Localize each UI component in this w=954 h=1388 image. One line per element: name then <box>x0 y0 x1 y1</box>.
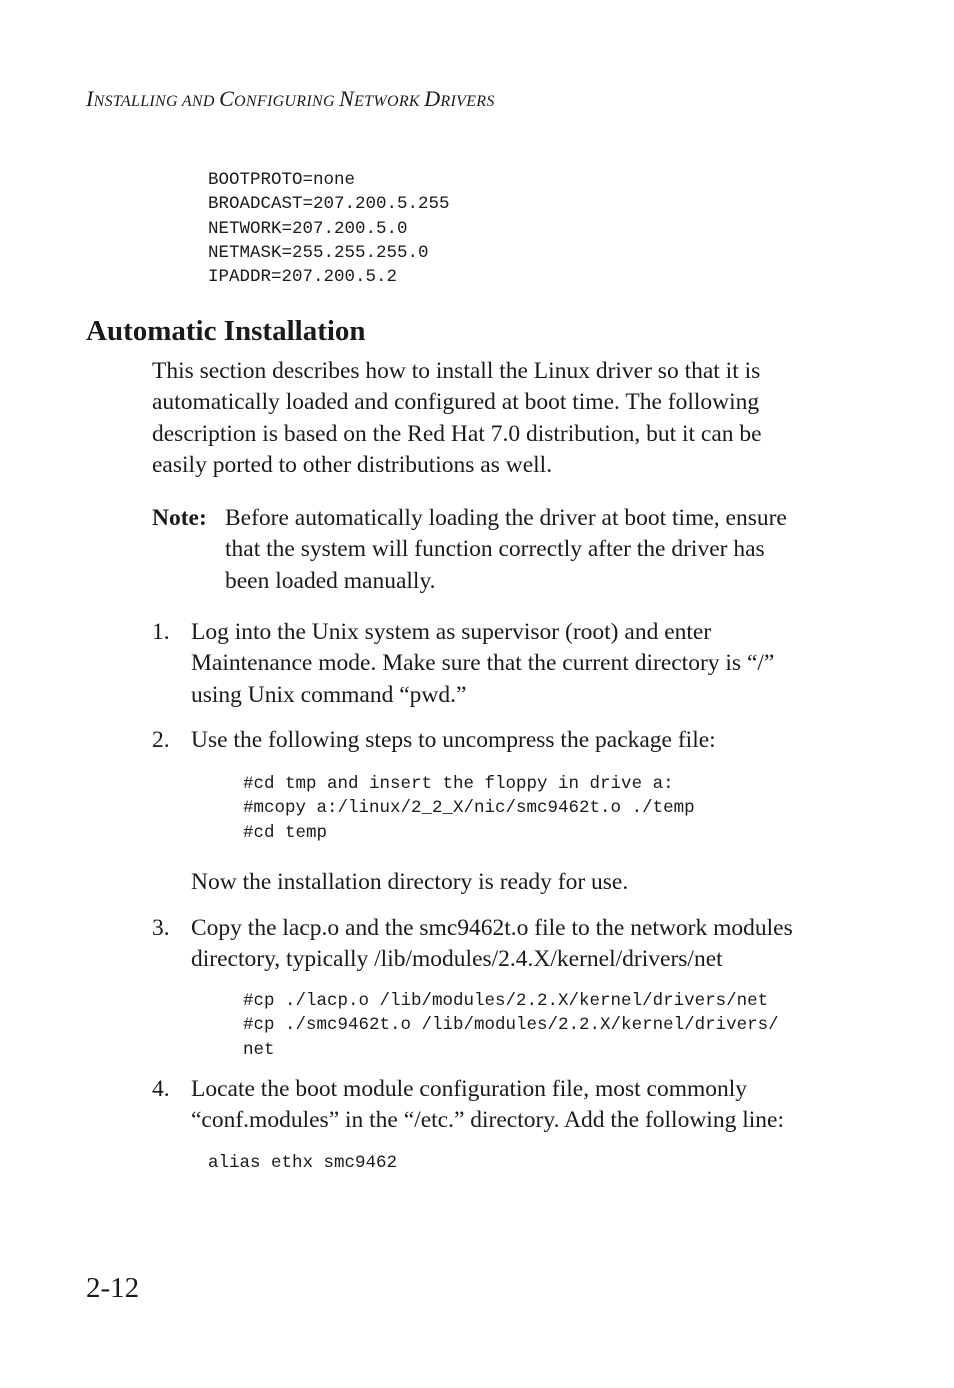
step-text: Use the following steps to uncompress the package file: <box>191 727 716 753</box>
step-code-block: alias ethx smc9462 <box>208 1153 398 1173</box>
step-text: Log into the Unix system as supervisor (root) and enter Maintenance mode. Make sure that the current directory is “/” using Unix command “pwd.” <box>191 619 775 708</box>
step-number: 1. <box>152 619 170 645</box>
intro-paragraph: This section describes how to install the Linux driver so that it is automatically loaded and configured at boot time. The following description is based on the Red Hat 7.0 distribution, but it can be easily ported to other distributions as well. <box>152 358 762 478</box>
step-number: 2. <box>152 727 170 753</box>
step-text: Locate the boot module configuration file, most commonly “conf.modules” in the “/etc.” directory. Add the following line: <box>191 1076 784 1134</box>
step-code-block: #cp ./lacp.o /lib/modules/2.2.X/kernel/drivers/net #cp ./smc9462t.o /lib/modules/2.2.X/kernel/drivers/ net <box>243 991 779 1060</box>
step-number: 3. <box>152 915 170 941</box>
running-head: INSTALLING AND CONFIGURING NETWORK DRIVERS <box>86 86 495 111</box>
config-code-block: BOOTPROTO=none BROADCAST=207.200.5.255 NETWORK=207.200.5.0 NETMASK=255.255.255.0 IPADDR=207.200.5.2 <box>208 170 450 288</box>
step-code-block: #cd tmp and insert the floppy in drive a: #mcopy a:/linux/2_2_X/nic/smc9462t.o ./temp #cd temp <box>243 774 695 843</box>
page-number: 2-12 <box>86 1272 140 1304</box>
section-heading: Automatic Installation <box>86 315 366 347</box>
step-followup-text: Now the installation directory is ready for use. <box>191 869 629 895</box>
note-label: Note: <box>152 505 207 531</box>
note-text: Before automatically loading the driver at boot time, ensure that the system will function correctly after the driver has been loaded manually. <box>225 505 787 594</box>
step-number: 4. <box>152 1076 170 1102</box>
step-text: Copy the lacp.o and the smc9462t.o file to the network modules directory, typically /lib/modules/2.4.X/kernel/drivers/net <box>191 915 793 973</box>
